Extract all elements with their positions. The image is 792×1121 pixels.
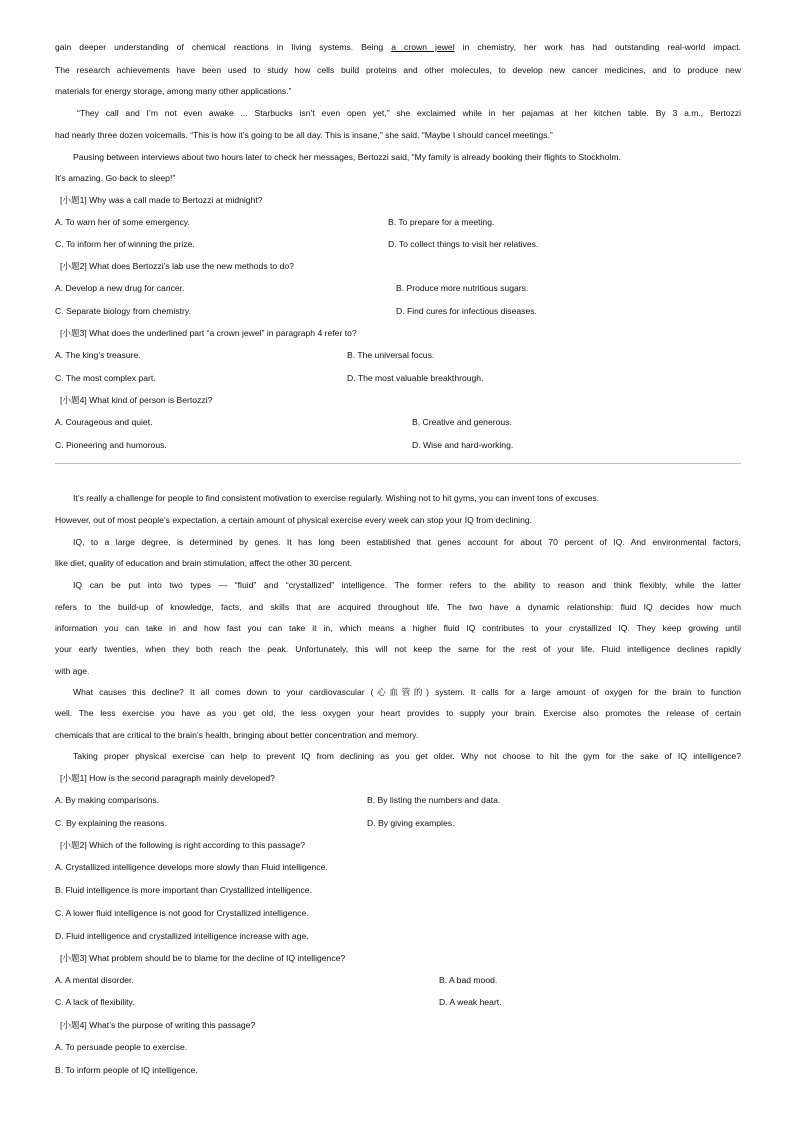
underlined-phrase: a crown jewel xyxy=(391,42,455,52)
passage2-line-12: chemicals that are critical to the brain’s health, bringing about better concentration and memory. xyxy=(55,730,419,740)
p1-question-3: [小题3] What does the underlined part “a crown jewel” in paragraph 4 refer to? xyxy=(60,328,357,338)
passage2-line-10: What causes this decline? It all comes down to your cardiovascular (心血管的) system. It calls for a large amount of oxygen for the brain to function xyxy=(73,687,741,697)
p1-q3-option-c[interactable]: C. The most complex part. xyxy=(55,373,156,383)
passage1-line-4: “They call and I’m not even awake ... Starbucks isn’t even open yet,” she exclaimed while in her pajamas at her kitchen table. By 3 a.m., Bertozzi xyxy=(77,108,741,118)
p2-q1-option-a[interactable]: A. By making comparisons. xyxy=(55,795,160,805)
p1-q3-option-d[interactable]: D. The most valuable breakthrough. xyxy=(347,373,484,383)
p2-q2-option-b[interactable]: B. Fluid intelligence is more important than Crystallized intelligence. xyxy=(55,885,312,895)
p1-question-1: [小题1] Why was a call made to Bertozzi at midnight? xyxy=(60,195,263,205)
p1-q3-option-b[interactable]: B. The universal focus. xyxy=(347,350,435,360)
p2-q1-option-d[interactable]: D. By giving examples. xyxy=(367,818,455,828)
p1-q4-option-c[interactable]: C. Pioneering and humorous. xyxy=(55,440,167,450)
p2-q4-option-b[interactable]: B. To inform people of IQ intelligence. xyxy=(55,1065,198,1075)
p1-q4-option-b[interactable]: B. Creative and generous. xyxy=(412,417,512,427)
p1-q1-option-c[interactable]: C. To inform her of winning the prize. xyxy=(55,239,195,249)
passage2-line-9: with age. xyxy=(55,666,90,676)
p1-q1-option-b[interactable]: B. To prepare for a meeting. xyxy=(388,217,495,227)
p2-q3-option-c[interactable]: C. A lack of flexibility. xyxy=(55,997,135,1007)
p2-question-1: [小题1] How is the second paragraph mainly developed? xyxy=(60,773,275,783)
passage2-line-4: like diet, quality of education and brain stimulation, affect the other 30 percent. xyxy=(55,558,352,568)
passage2-line-5: IQ can be put into two types — “fluid” and “crystallized” intelligence. The former refers to the ability to reason and think flexibly, while the latter xyxy=(73,580,741,590)
p1-q2-option-b[interactable]: B. Produce more nutritious sugars. xyxy=(396,283,529,293)
p2-q1-option-c[interactable]: C. By explaining the reasons. xyxy=(55,818,167,828)
p2-q1-option-b[interactable]: B. By listing the numbers and data. xyxy=(367,795,501,805)
p1-q4-option-d[interactable]: D. Wise and hard-working. xyxy=(412,440,514,450)
p2-q3-option-d[interactable]: D. A weak heart. xyxy=(439,997,502,1007)
section-divider xyxy=(55,463,741,464)
passage2-line-3: IQ, to a large degree, is determined by genes. It has long been established that genes account for about 70 percent of IQ. And environmental factors, xyxy=(73,537,741,547)
passage2-line-2: However, out of most people’s expectation, a certain amount of physical exercise every week can stop your IQ from declining. xyxy=(55,515,533,525)
passage1-line-1-end: in chemistry, her work has had outstanding real-world impact. xyxy=(454,42,741,52)
p2-q3-option-a[interactable]: A. A mental disorder. xyxy=(55,975,134,985)
p1-q2-option-d[interactable]: D. Find cures for infectious diseases. xyxy=(396,306,537,316)
p1-q4-option-a[interactable]: A. Courageous and quiet. xyxy=(55,417,153,427)
passage2-line-8: your early twenties, when they both reach the peak. Unfortunately, this will not keep the same for the rest of your life. Fluid intelligence declines rapidly xyxy=(55,644,741,654)
p1-q1-option-d[interactable]: D. To collect things to visit her relatives. xyxy=(388,239,539,249)
p2-q3-option-b[interactable]: B. A bad mood. xyxy=(439,975,498,985)
p1-question-4: [小题4] What kind of person is Bertozzi? xyxy=(60,395,213,405)
p1-question-2: [小题2] What does Bertozzi’s lab use the new methods to do? xyxy=(60,261,294,271)
p2-question-3: [小题3] What problem should be to blame for the decline of IQ intelligence? xyxy=(60,953,346,963)
p2-q2-option-c[interactable]: C. A lower fluid intelligence is not good for Crystallized intelligence. xyxy=(55,908,309,918)
passage1-line-5: had nearly three dozen voicemails. “This is how it’s going to be all day. This is insane,” she said. “Maybe I should cancel meetings.” xyxy=(55,130,553,140)
passage1-line-7: It’s amazing. Go back to sleep!” xyxy=(55,173,176,183)
passage1-line-6: Pausing between interviews about two hours later to check her messages, Bertozzi said, “My family is already booking their flights to Stockholm. xyxy=(73,152,621,162)
p1-q2-option-c[interactable]: C. Separate biology from chemistry. xyxy=(55,306,191,316)
passage2-line-6: refers to the build-up of knowledge, facts, and skills that are acquired throughout life. The two have a dynamic relationship: fluid IQ decides how much xyxy=(55,602,741,612)
p2-question-2: [小题2] Which of the following is right according to this passage? xyxy=(60,840,306,850)
passage1-line-2: The research achievements have been used to study how cells build proteins and other molecules, to develop new cancer medicines, and to produce new xyxy=(55,65,741,75)
p2-q2-option-d[interactable]: D. Fluid intelligence and crystallized intelligence increase with age. xyxy=(55,931,309,941)
p2-q4-option-a[interactable]: A. To persuade people to exercise. xyxy=(55,1042,188,1052)
p1-q1-option-a[interactable]: A. To warn her of some emergency. xyxy=(55,217,190,227)
p2-question-4: [小题4] What’s the purpose of writing this passage? xyxy=(60,1020,256,1030)
passage2-line-11: well. The less exercise you have as you get old, the less oxygen your heart provides to supply your brain. Exercise also promotes the release of certain xyxy=(55,708,741,718)
p1-q2-option-a[interactable]: A. Develop a new drug for cancer. xyxy=(55,283,185,293)
passage2-line-7: information you can take in and how fast you can take it in, which means a higher fluid IQ contributes to your crystallized IQ. They keep growing until xyxy=(55,623,741,633)
passage2-line-13: Taking proper physical exercise can help to prevent IQ from declining as you get older. Why not choose to hit the gym for the sake of IQ intelligence? xyxy=(73,751,741,761)
passage1-line-1-start: gain deeper understanding of chemical reactions in living systems. Being xyxy=(55,42,392,52)
passage1-line-1 xyxy=(55,41,741,53)
p1-q3-option-a[interactable]: A. The king’s treasure. xyxy=(55,350,141,360)
p2-q2-option-a[interactable]: A. Crystallized intelligence develops more slowly than Fluid intelligence. xyxy=(55,862,328,872)
passage2-line-1: It’s really a challenge for people to find consistent motivation to exercise regularly. Wishing not to hit gyms, you can invent tons of excuses. xyxy=(73,493,600,503)
passage1-line-3: materials for energy storage, among many other applications.” xyxy=(55,86,292,96)
